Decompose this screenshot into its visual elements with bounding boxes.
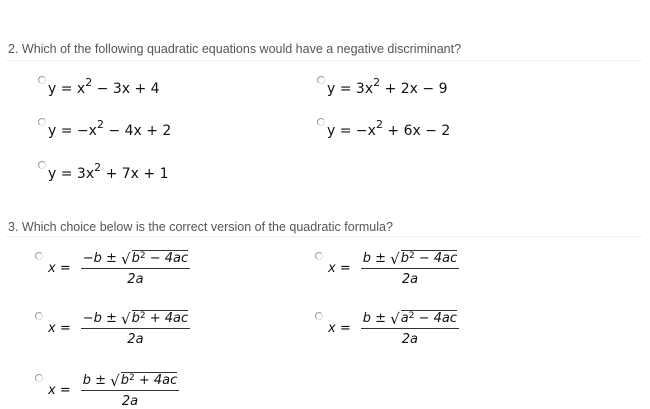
radicand bbox=[121, 372, 178, 388]
equation-lhs: y = bbox=[48, 81, 77, 97]
formula-option bbox=[48, 372, 179, 409]
equation-lhs: y = bbox=[327, 123, 356, 139]
equation-base: −x bbox=[76, 123, 97, 139]
answer-radio[interactable] bbox=[317, 76, 325, 84]
denominator: 2a bbox=[127, 332, 144, 347]
denominator: 2a bbox=[121, 394, 139, 409]
radicand-rest: − 4ac bbox=[414, 311, 457, 326]
formula-lhs: x = bbox=[48, 261, 71, 276]
answer-radio[interactable] bbox=[35, 374, 43, 382]
answer-radio[interactable] bbox=[38, 118, 46, 126]
radicand bbox=[401, 250, 458, 266]
equation-rest: + 6x − 2 bbox=[382, 123, 451, 139]
radicand-exponent: 2 bbox=[128, 373, 135, 383]
formula-option bbox=[48, 310, 190, 347]
equation-lhs: y = bbox=[48, 166, 77, 182]
radicand-exponent: 2 bbox=[408, 251, 415, 261]
divider bbox=[6, 236, 642, 237]
radicand-rest: − 4ac bbox=[414, 251, 458, 266]
equation-exponent: 2 bbox=[85, 76, 93, 89]
radicand bbox=[132, 310, 189, 326]
equation-base: −x bbox=[355, 123, 376, 139]
numerator bbox=[81, 372, 180, 391]
equation-option bbox=[48, 118, 171, 139]
answer-radio[interactable] bbox=[35, 312, 43, 320]
radicand-exponent: 2 bbox=[139, 251, 146, 261]
answer-radio[interactable] bbox=[315, 252, 323, 260]
formula-option bbox=[48, 250, 190, 287]
numerator-prefix: b ± bbox=[362, 251, 391, 266]
fraction bbox=[81, 372, 180, 409]
denominator: 2a bbox=[401, 272, 419, 287]
equation-exponent: 2 bbox=[96, 118, 104, 131]
equation-option bbox=[327, 118, 450, 139]
answer-radio[interactable] bbox=[35, 252, 43, 260]
formula-lhs: x = bbox=[328, 321, 351, 336]
question-2-text: 2. Which of the following quadratic equations would have a negative discriminant? bbox=[8, 42, 462, 56]
equation-exponent: 2 bbox=[375, 118, 383, 131]
numerator bbox=[81, 250, 190, 269]
radicand-exponent: 2 bbox=[408, 311, 415, 321]
radicand-base: b bbox=[400, 251, 409, 266]
answer-radio[interactable] bbox=[38, 161, 46, 169]
radicand-rest: + 4ac bbox=[145, 311, 189, 326]
equation-base: 3x bbox=[355, 81, 374, 97]
radicand-base: a bbox=[400, 311, 409, 326]
numerator-prefix: −b ± bbox=[82, 311, 122, 326]
answer-radio[interactable] bbox=[315, 312, 323, 320]
equation-lhs: y = bbox=[327, 81, 356, 97]
radicand-rest: − 4ac bbox=[145, 251, 189, 266]
equation-option bbox=[327, 76, 448, 97]
numerator bbox=[361, 250, 460, 269]
radicand-base: b bbox=[131, 311, 140, 326]
fraction bbox=[361, 310, 459, 347]
equation-base: 3x bbox=[76, 166, 95, 182]
equation-rest: + 2x − 9 bbox=[380, 81, 448, 97]
formula-lhs: x = bbox=[328, 261, 351, 276]
sqrt-icon: √ bbox=[121, 250, 131, 268]
numerator-prefix: b ± bbox=[362, 311, 391, 326]
radicand-base: b bbox=[120, 373, 129, 388]
equation-lhs: y = bbox=[48, 123, 77, 139]
equation-option bbox=[48, 161, 169, 182]
radicand-base: b bbox=[131, 251, 140, 266]
answer-radio[interactable] bbox=[317, 118, 325, 126]
formula-lhs: x = bbox=[48, 321, 71, 336]
answer-radio[interactable] bbox=[38, 76, 46, 84]
equation-rest: − 4x + 2 bbox=[103, 123, 172, 139]
equation-base: x bbox=[76, 81, 86, 97]
sqrt-icon: √ bbox=[390, 310, 400, 328]
sqrt-icon: √ bbox=[121, 310, 131, 328]
equation-exponent: 2 bbox=[94, 161, 102, 174]
divider bbox=[6, 60, 642, 61]
numerator-prefix: b ± bbox=[82, 373, 111, 388]
equation-rest: − 3x + 4 bbox=[92, 81, 160, 97]
fraction bbox=[361, 250, 460, 287]
numerator-prefix: −b ± bbox=[82, 251, 122, 266]
radicand-exponent: 2 bbox=[139, 311, 146, 321]
sqrt-icon: √ bbox=[390, 250, 400, 268]
formula-option bbox=[328, 250, 459, 287]
numerator bbox=[361, 310, 459, 329]
equation-option bbox=[48, 76, 160, 97]
denominator: 2a bbox=[127, 272, 144, 287]
fraction bbox=[81, 250, 190, 287]
numerator bbox=[81, 310, 190, 329]
sqrt-icon: √ bbox=[110, 372, 120, 390]
fraction bbox=[81, 310, 190, 347]
denominator: 2a bbox=[401, 332, 418, 347]
formula-lhs: x = bbox=[48, 383, 71, 398]
formula-option bbox=[328, 310, 459, 347]
equation-rest: + 7x + 1 bbox=[101, 166, 169, 182]
equation-exponent: 2 bbox=[373, 76, 381, 89]
radicand bbox=[132, 250, 189, 266]
question-3-text: 3. Which choice below is the correct version of the quadratic formula? bbox=[8, 220, 393, 234]
radicand bbox=[401, 310, 457, 326]
radicand-rest: + 4ac bbox=[134, 373, 178, 388]
